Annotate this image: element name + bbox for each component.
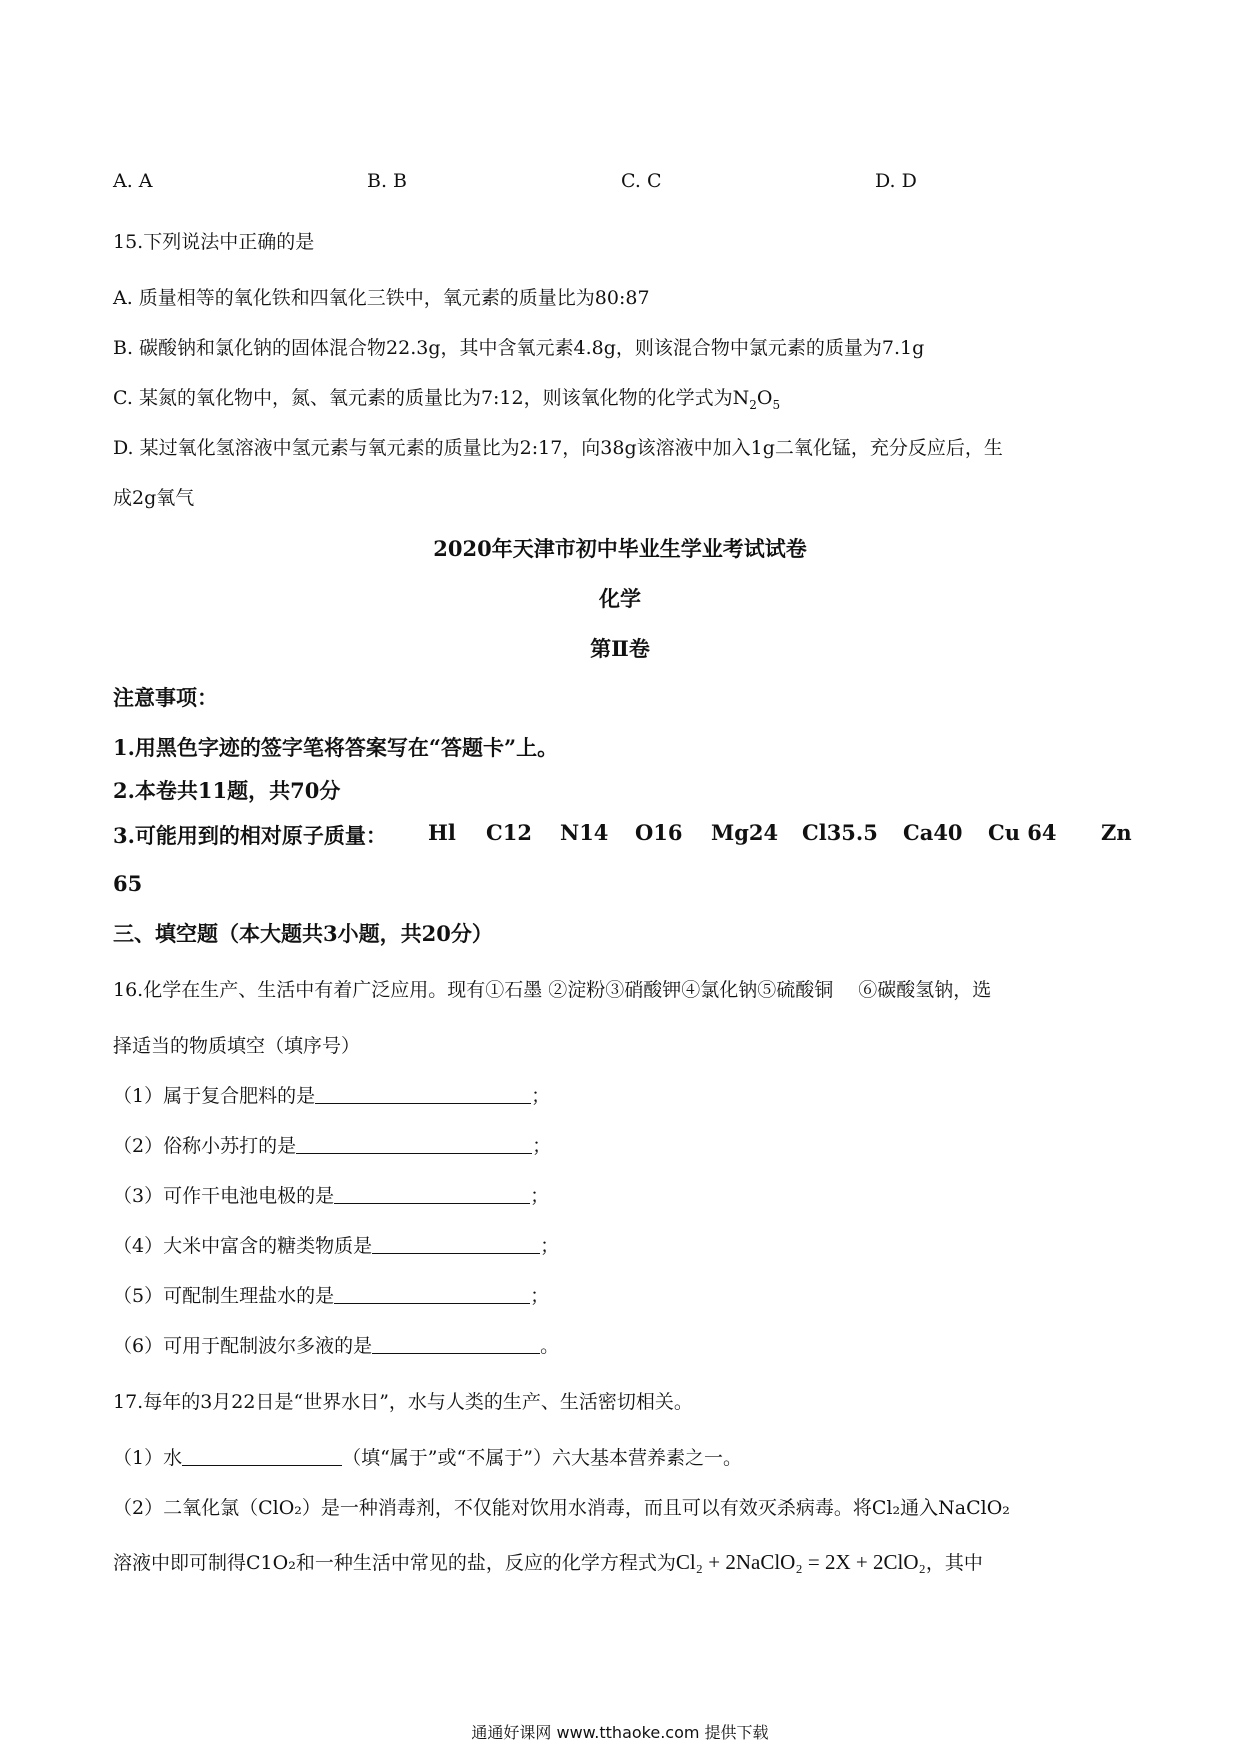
atom-zn-mass: 65 (113, 871, 143, 896)
q16-line2: 择适当的物质填空（填序号） (113, 1035, 361, 1057)
atom-mg: Mg24 (711, 820, 779, 845)
atom-ca: Ca40 (903, 820, 963, 845)
punct: ； (531, 1085, 551, 1107)
notes-heading: 注意事项： (113, 685, 218, 710)
punct: ； (530, 1285, 550, 1307)
q15-stem: 15.下列说法中正确的是 (113, 231, 315, 253)
q16-item-1 (113, 1082, 550, 1110)
note-1: 1.用黑色字迹的签字笔将答案写在“答题卡”上。 (113, 735, 559, 760)
atom-cu: Cu 64 (988, 820, 1057, 845)
option-c: C. C (621, 170, 662, 192)
q15-option-d-line2: 成2g氧气 (113, 487, 195, 509)
punct: ； (540, 1235, 560, 1257)
q15-option-c (113, 384, 780, 419)
section-3-heading: 三、填空题（本大题共3小题，共20分） (113, 921, 493, 946)
atom-cl: Cl35.5 (802, 820, 878, 845)
q14-options (113, 170, 1113, 198)
answer-blank[interactable] (315, 1083, 531, 1104)
q16-line1: 16.化学在生产、生活中有着广泛应用。现有①石墨 ②淀粉③硝酸钾④氯化钠⑤硫酸铜 ⑥碳酸氢钠，选 (113, 979, 992, 1001)
q16-item-4 (113, 1232, 559, 1260)
q15-option-d-line1: D. 某过氧化氢溶液中氢元素与氧元素的质量比为2:17，向38g该溶液中加入1g二氧化锰，充分反应后，生 (113, 437, 1003, 459)
q17-part-2-line2 (113, 1548, 983, 1577)
subscript: 5 (772, 397, 781, 412)
q15-option-c-text: C. 某氮的氧化物中，氮、氧元素的质量比为7:12，则该氧化物的化学式为N (113, 387, 750, 409)
q16-item-5 (113, 1282, 549, 1310)
answer-blank[interactable] (296, 1133, 532, 1154)
volume-title: 第Ⅱ卷 (590, 636, 650, 661)
q16-item-6 (113, 1332, 559, 1360)
atom-zn: Zn (1101, 820, 1132, 845)
q16-item-label: （4）大米中富含的糖类物质是 (113, 1235, 373, 1257)
punct: ； (532, 1135, 552, 1157)
q17-part-1 (113, 1444, 742, 1472)
note-2: 2.本卷共11题，共70分 (113, 778, 341, 803)
answer-blank[interactable] (372, 1233, 540, 1254)
q17-part-1-label: （1）水 (113, 1447, 183, 1469)
q16-item-label: （3）可作干电池电极的是 (113, 1185, 335, 1207)
answer-blank[interactable] (372, 1333, 540, 1354)
q15-option-b: B. 碳酸钠和氯化钠的固体混合物22.3g，其中含氧元素4.8g，则该混合物中氯元素的质量为7.1g (113, 337, 925, 359)
q17-part-1-text: （填“属于”或“不属于”）六大基本营养素之一。 (342, 1447, 742, 1469)
q16-item-label: （6）可用于配制波尔多液的是 (113, 1335, 373, 1357)
q16-item-label: （1）属于复合肥料的是 (113, 1085, 316, 1107)
atom-n: N14 (560, 820, 609, 845)
answer-blank[interactable] (334, 1183, 530, 1204)
atom-c: C12 (486, 820, 532, 845)
punct: 。 (540, 1335, 560, 1357)
q17-stem: 17.每年的3月22日是“世界水日”，水与人类的生产、生活密切相关。 (113, 1391, 693, 1413)
option-d: D. D (875, 170, 917, 192)
q17-part-2-line1: （2）二氧化氯（ClO₂）是一种消毒剂，不仅能对饮用水消毒，而且可以有效灭杀病毒。将Cl₂通入NaClO₂ (113, 1497, 1010, 1519)
subject-title: 化学 (599, 586, 641, 611)
option-a: A. A (113, 170, 153, 192)
q16-item-label: （5）可配制生理盐水的是 (113, 1285, 335, 1307)
footer-watermark: 通通好课网 www.tthaoke.com 提供下载 (471, 1723, 769, 1742)
q17-part-2-tail: ，其中 (925, 1552, 983, 1574)
q16-item-label: （2）俗称小苏打的是 (113, 1135, 297, 1157)
option-b: B. B (367, 170, 408, 192)
atom-o: O16 (635, 820, 683, 845)
exam-title: 2020年天津市初中毕业生学业考试试卷 (433, 536, 807, 561)
answer-blank[interactable] (334, 1283, 530, 1304)
chemical-equation: Cl₂ + 2NaClO₂ = 2X + 2ClO₂ (675, 1550, 926, 1574)
q17-part-2-text: 溶液中即可制得C1O₂和一种生活中常见的盐，反应的化学方程式为 (113, 1552, 676, 1574)
note-3-label: 3.可能用到的相对原子质量： (113, 823, 387, 848)
subscript: 2 (749, 397, 757, 412)
atom-h: Hl (428, 820, 456, 845)
q16-item-3 (113, 1182, 549, 1210)
q16-item-2 (113, 1132, 551, 1160)
formula-part: O (756, 387, 773, 409)
answer-blank[interactable] (182, 1445, 342, 1466)
atomic-mass-row (113, 820, 1133, 850)
q15-option-a: A. 质量相等的氧化铁和四氧化三铁中，氧元素的质量比为80:87 (113, 287, 650, 309)
punct: ； (530, 1185, 550, 1207)
